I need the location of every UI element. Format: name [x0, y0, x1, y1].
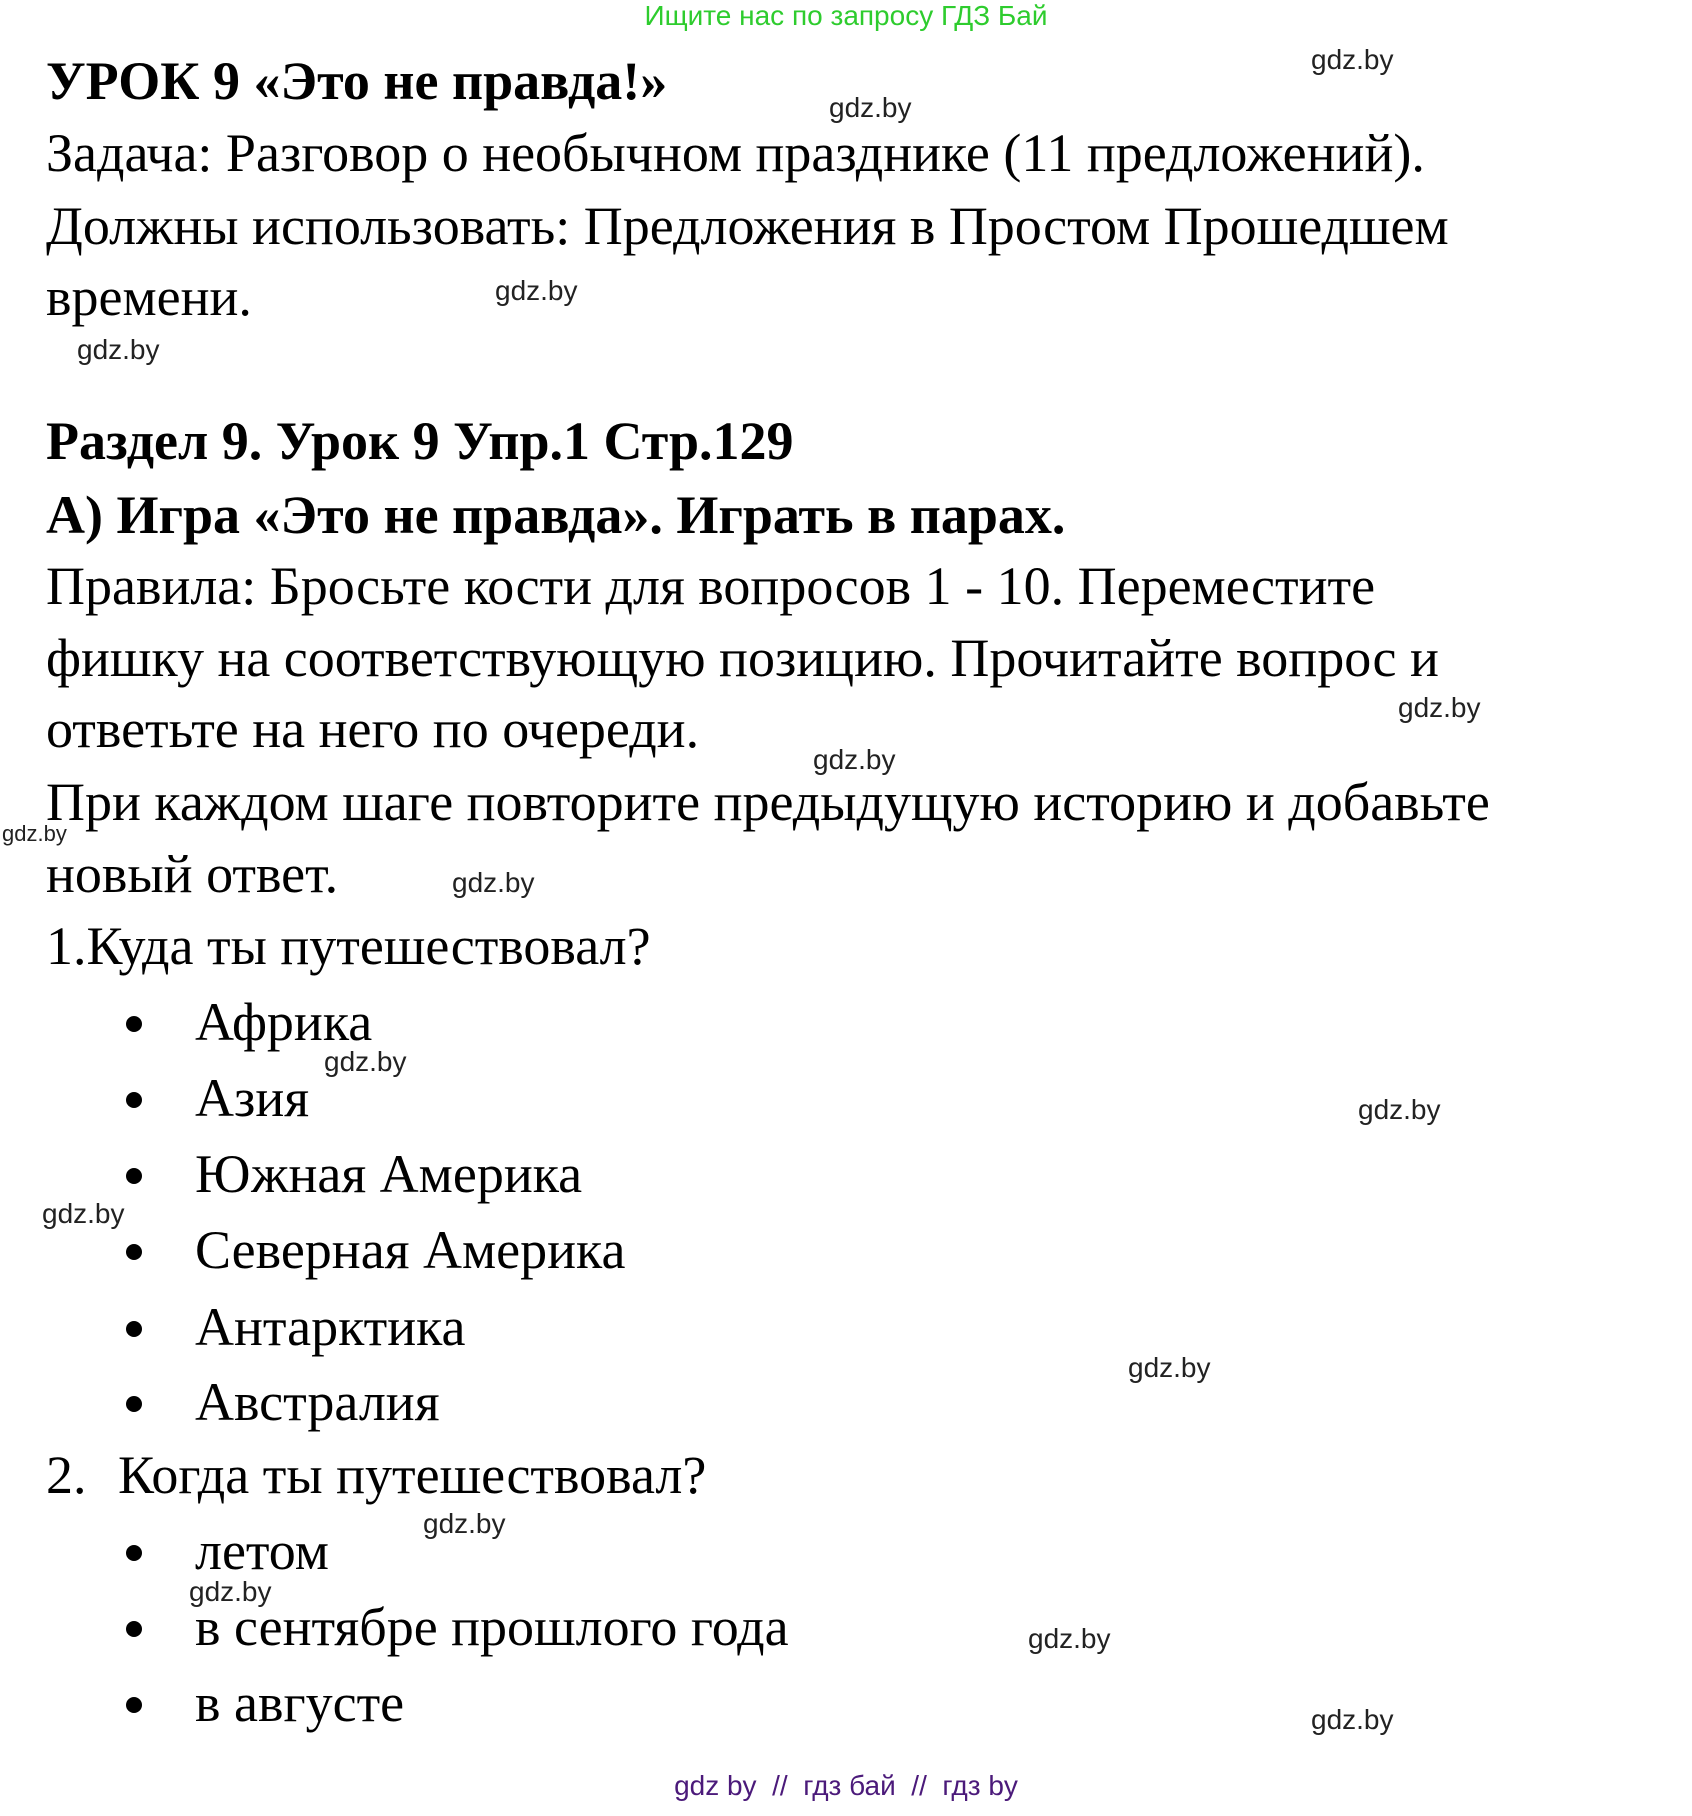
watermark: gdz.by: [42, 1198, 125, 1229]
watermark: gdz.by: [813, 744, 896, 775]
search-banner-text: Ищите нас по запросу ГДЗ Бай: [644, 0, 1048, 31]
task-line: Должны использовать: Предложения в Простом Прошедшем: [46, 196, 1449, 256]
watermark: gdz.by: [495, 275, 578, 306]
watermark: gdz.by: [1311, 44, 1394, 75]
rules-line: ответьте на него по очереди.: [46, 699, 700, 759]
watermark: gdz.by: [829, 92, 912, 123]
bullet-icon: [120, 986, 144, 1058]
list-item: Австралия: [195, 1372, 440, 1432]
watermark: gdz.by: [452, 867, 535, 898]
task-line: времени.: [46, 267, 252, 327]
bullet-icon: [120, 1591, 144, 1663]
list-item: Африка: [195, 992, 373, 1052]
search-banner: [0, 0, 1692, 32]
watermark: gdz.by: [77, 334, 160, 365]
question-2-number: 2.: [46, 1445, 87, 1505]
watermark: gdz.by: [1028, 1623, 1111, 1654]
list-item: в августе: [195, 1673, 405, 1733]
list-item: Северная Америка: [195, 1220, 626, 1280]
list-item: Южная Америка: [195, 1144, 583, 1204]
bullet-icon: [120, 1062, 144, 1134]
list-item: Антарктика: [195, 1297, 466, 1357]
watermark: gdz.by: [1311, 1704, 1394, 1735]
lesson-title: УРОК 9 «Это не правда!»: [46, 51, 668, 111]
exercise-heading: А) Игра «Это не правда». Играть в парах.: [46, 485, 1066, 545]
list-item: в сентябре прошлого года: [195, 1597, 789, 1657]
bullet-icon: [120, 1291, 144, 1363]
footer-text: gdz by // гдз бай // гдз by: [674, 1770, 1018, 1801]
rules-line: Правила: Бросьте кости для вопросов 1 - 10. Переместите: [46, 556, 1376, 616]
question-2: Когда ты путешествовал?: [118, 1445, 707, 1505]
watermark: gdz.by: [189, 1576, 272, 1607]
list-item: Азия: [195, 1068, 310, 1128]
watermark: gdz.by: [2, 821, 67, 846]
watermark: gdz.by: [1358, 1094, 1441, 1125]
watermark: gdz.by: [423, 1508, 506, 1539]
watermark: gdz.by: [324, 1046, 407, 1077]
rules-line: При каждом шаге повторите предыдущую историю и добавьте: [46, 772, 1490, 832]
question-1: 1.Куда ты путешествовал?: [46, 916, 651, 976]
rules-line: новый ответ.: [46, 844, 339, 904]
bullet-icon: [120, 1366, 144, 1438]
bullet-icon: [120, 1515, 144, 1587]
task-line: Задача: Разговор о необычном празднике (11 предложений).: [46, 123, 1425, 183]
footer-links: [0, 1768, 1692, 1804]
rules-line: фишку на соответствующую позицию. Прочитайте вопрос и: [46, 628, 1439, 688]
section-heading: Раздел 9. Урок 9 Упр.1 Стр.129: [46, 411, 794, 471]
bullet-icon: [120, 1667, 144, 1739]
list-item: летом: [195, 1521, 329, 1581]
watermark: gdz.by: [1398, 692, 1481, 723]
watermark: gdz.by: [1128, 1352, 1211, 1383]
